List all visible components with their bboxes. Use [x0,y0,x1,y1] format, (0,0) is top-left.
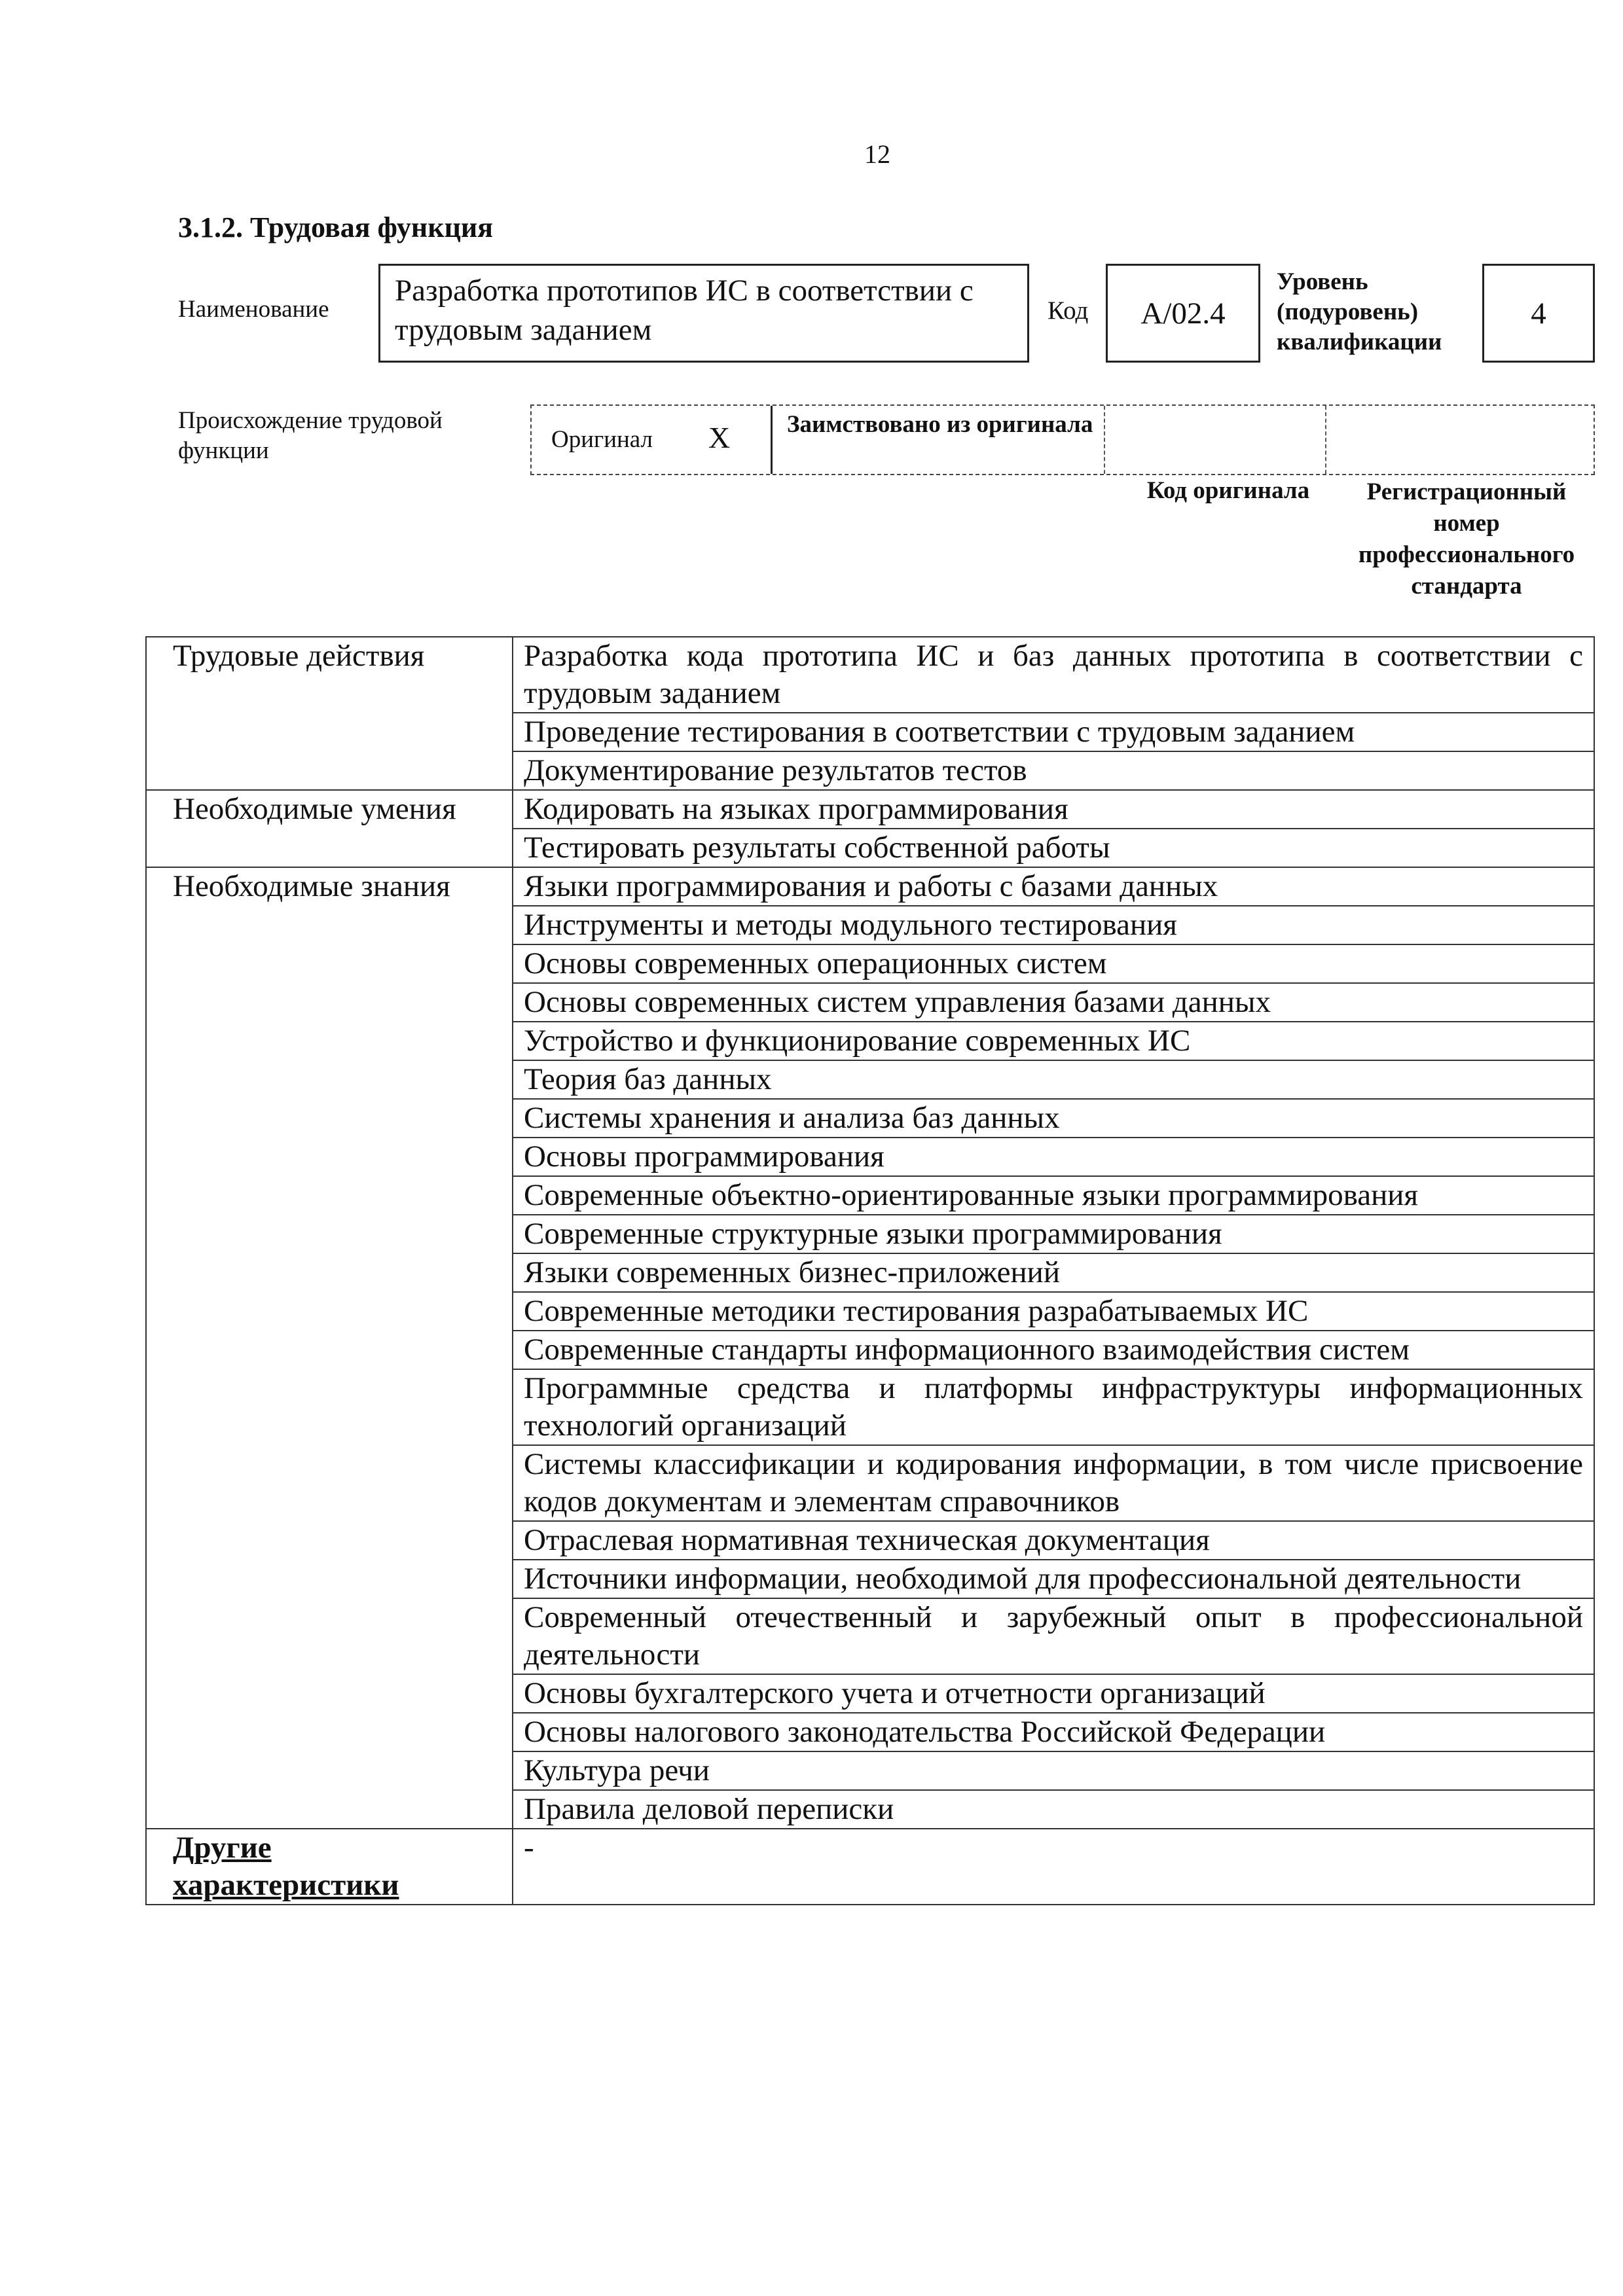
origin-code-cell [1105,406,1326,474]
origin-original-cell [532,406,773,474]
section-title: 3.1.2. Трудовая функция [178,211,494,243]
knowledge-label: Необходимые знания [146,867,513,1829]
list-item: Проведение тестирования в соответствии с трудовым заданием [513,713,1594,751]
list-item: Отраслевая нормативная техническая документация [513,1521,1594,1560]
list-item: Современные стандарты информационного взаимодействия систем [513,1331,1594,1369]
code-value [1106,264,1260,363]
level-label: Уровень (подуровень) квалификации [1277,268,1442,355]
list-item: Источники информации, необходимой для профессиональной деятельности [513,1560,1594,1598]
list-item: Основы налогового законодательства Российской Федерации [513,1713,1594,1751]
list-item: Программные средства и платформы инфраструктуры информационных технологий организаций [513,1369,1594,1445]
list-item: Языки современных бизнес-приложений [513,1253,1594,1292]
table-row [146,637,1594,713]
list-item: Разработка кода прототипа ИС и баз данных прототипа в соответствии с трудовым заданием [513,637,1594,713]
name-label: Наименование [178,296,329,323]
function-table [145,636,1595,1905]
list-item: Системы хранения и анализа баз данных [513,1099,1594,1138]
labor-actions-label: Трудовые действия [146,637,513,790]
list-item: Языки программирования и работы с базами данных [513,867,1594,906]
name-value: Разработка прототипов ИС в соответствии с трудовым заданием [378,264,1029,363]
original-label: Оригинал [551,426,653,453]
origin-reg-cell [1326,406,1596,474]
code-label: Код [1048,296,1089,325]
list-item: Современные объектно-ориентированные языки программирования [513,1176,1594,1215]
list-item: Современный отечественный и зарубежный опыт в профессиональной деятельности [513,1598,1594,1674]
other-label-text: Другие характеристики [173,1831,399,1902]
list-item: Документирование результатов тестов [513,751,1594,790]
skills-label: Необходимые умения [146,790,513,867]
list-item: Культура речи [513,1751,1594,1790]
origin-label: Происхождение трудовой функции [178,407,443,464]
code-original-caption: Код оригинала [1146,477,1310,504]
list-item: Правила деловой переписки [513,1790,1594,1829]
list-item: Современные методики тестирования разрабатываемых ИС [513,1292,1594,1331]
list-item: Современные структурные языки программирования [513,1215,1594,1253]
table-row [146,867,1594,906]
list-item: Теория баз данных [513,1060,1594,1099]
original-mark: X [708,421,731,454]
reg-number-caption: Регистрационный номер профессионального стандарта [1358,478,1575,600]
borrowed-label: Заимствовано из оригинала [787,411,1093,438]
list-item: Тестировать результаты собственной работы [513,829,1594,867]
other-value: - [513,1829,1594,1905]
code-value-text: A/02.4 [1140,296,1226,331]
origin-row [530,404,1595,475]
list-item: Основы программирования [513,1138,1594,1176]
other-label [146,1829,513,1905]
list-item: Основы бухгалтерского учета и отчетности организаций [513,1674,1594,1713]
list-item: Основы современных операционных систем [513,944,1594,983]
list-item: Инструменты и методы модульного тестирования [513,906,1594,944]
origin-borrowed-cell [773,406,1105,474]
list-item: Устройство и функционирование современных ИС [513,1022,1594,1060]
list-item: Основы современных систем управления базами данных [513,983,1594,1022]
list-item: Кодировать на языках программирования [513,790,1594,829]
table-row [146,790,1594,829]
table-row [146,1829,1594,1905]
level-value [1482,264,1595,363]
level-value-text: 4 [1531,296,1546,331]
list-item: Системы классификации и кодирования информации, в том числе присвоение кодов документам и элементам справочников [513,1445,1594,1521]
page-number: 12 [864,139,890,169]
